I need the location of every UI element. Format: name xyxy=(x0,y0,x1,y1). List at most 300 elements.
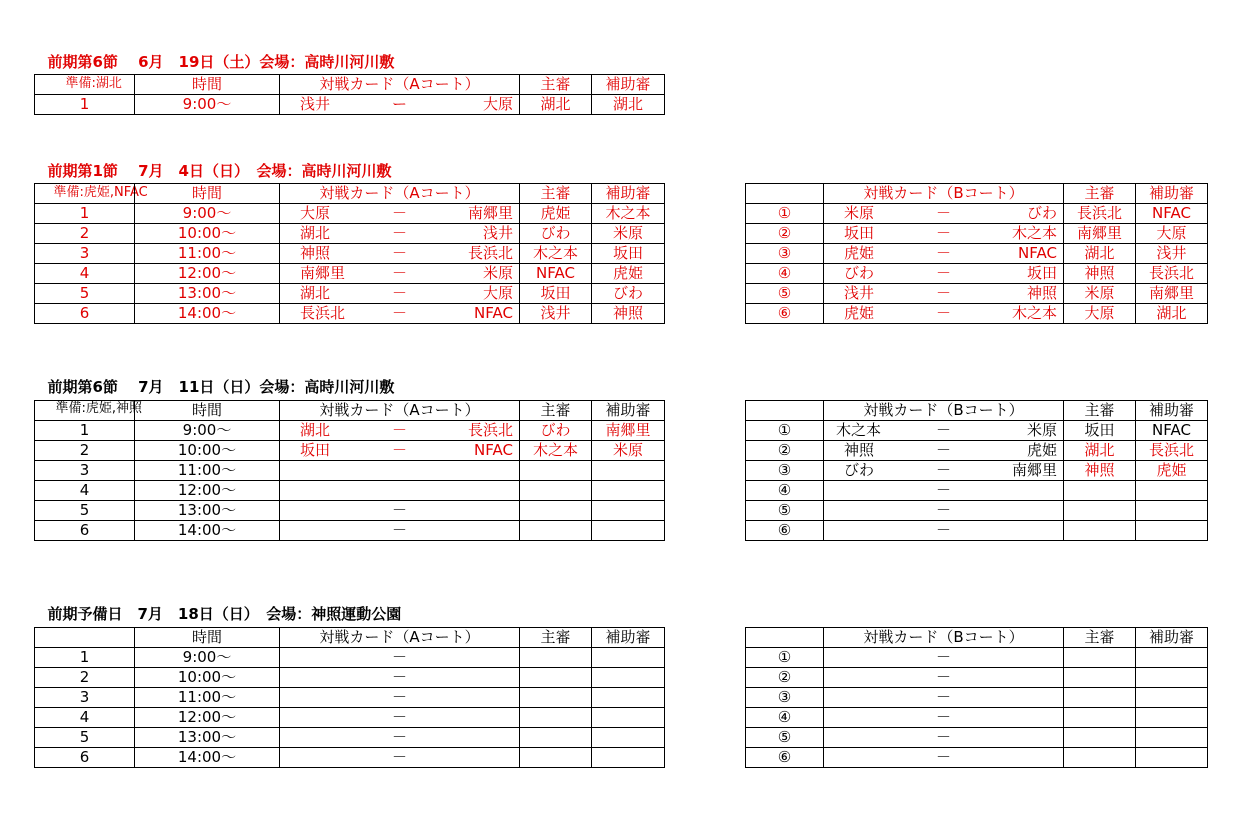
vs-separator: － xyxy=(935,688,951,706)
section-title: 前期第6節 6月 19日（土）会場：高時川河川敷 xyxy=(47,53,395,71)
match-no: ⑥ xyxy=(746,748,824,768)
match-time: 14:00～ xyxy=(135,304,280,324)
match-no: 4 xyxy=(35,708,135,728)
referee xyxy=(520,501,592,521)
away-team: 大原 xyxy=(482,95,513,113)
assistant-referee xyxy=(1136,748,1208,768)
header-no xyxy=(35,628,135,648)
header-referee: 主審 xyxy=(520,75,592,95)
match-time: 9:00～ xyxy=(135,204,280,224)
match-no: 5 xyxy=(35,284,135,304)
table-row xyxy=(35,481,665,501)
referee xyxy=(1064,688,1136,708)
referee: 坂田 xyxy=(520,284,592,304)
section-1-a-court-table xyxy=(34,74,665,115)
match-card xyxy=(280,648,520,668)
header-assistant: 補助審 xyxy=(592,184,665,204)
match-card xyxy=(824,284,1064,304)
header-referee: 主審 xyxy=(520,628,592,648)
home-team: 湖北 xyxy=(300,224,331,242)
match-card xyxy=(280,481,520,501)
header-time: 時間 xyxy=(135,184,280,204)
vs-separator: － xyxy=(391,284,407,302)
table-row xyxy=(35,204,665,224)
table-row xyxy=(746,421,1208,441)
assistant-referee: 神照 xyxy=(592,304,665,324)
match-time: 12:00～ xyxy=(135,481,280,501)
home-team: 湖北 xyxy=(300,421,331,439)
table-row xyxy=(35,688,665,708)
referee xyxy=(520,748,592,768)
match-card xyxy=(824,748,1064,768)
referee: NFAC xyxy=(520,264,592,284)
home-team: びわ xyxy=(844,264,875,282)
match-no: 2 xyxy=(35,441,135,461)
match-card xyxy=(824,648,1064,668)
match-time: 9:00～ xyxy=(135,95,280,115)
home-team xyxy=(826,648,920,667)
home-team xyxy=(826,708,920,727)
table-row xyxy=(35,244,665,264)
away-team xyxy=(967,648,1061,667)
match-card xyxy=(824,728,1064,748)
match-card xyxy=(280,748,520,768)
home-team: 浅井 xyxy=(300,95,331,113)
away-team xyxy=(967,728,1061,747)
table-header-row xyxy=(746,628,1208,648)
match-time: 9:00～ xyxy=(135,421,280,441)
match-card xyxy=(280,284,520,304)
match-time: 13:00～ xyxy=(135,501,280,521)
header-match: 対戦カード（Aコート） xyxy=(280,401,520,421)
vs-separator: － xyxy=(391,748,407,766)
match-no: ③ xyxy=(746,461,824,481)
away-team xyxy=(967,501,1061,520)
match-card xyxy=(824,501,1064,521)
assistant-referee: 木之本 xyxy=(592,204,665,224)
vs-separator: － xyxy=(391,304,407,322)
table-row xyxy=(35,728,665,748)
header-no xyxy=(746,401,824,421)
home-team xyxy=(826,748,920,767)
home-team: 坂田 xyxy=(844,224,875,242)
referee: 虎姫 xyxy=(520,204,592,224)
vs-separator: － xyxy=(935,304,951,322)
table-row xyxy=(746,204,1208,224)
header-match: 対戦カード（Bコート） xyxy=(824,401,1064,421)
header-referee: 主審 xyxy=(520,184,592,204)
header-match: 対戦カード（Aコート） xyxy=(280,75,520,95)
match-card xyxy=(824,441,1064,461)
assistant-referee: NFAC xyxy=(1136,421,1208,441)
away-team: 木之本 xyxy=(1011,224,1057,242)
away-team: 坂田 xyxy=(1026,264,1057,282)
table-row xyxy=(746,304,1208,324)
match-no: 5 xyxy=(35,501,135,521)
match-no: ① xyxy=(746,648,824,668)
referee: 木之本 xyxy=(520,441,592,461)
section-title: 前期第1節 7月 4日（日） 会場：高時川河川敷 xyxy=(47,162,392,180)
header-referee: 主審 xyxy=(1064,184,1136,204)
home-team xyxy=(282,481,376,500)
match-card xyxy=(824,264,1064,284)
table-row xyxy=(35,95,665,115)
away-team: 南郷里 xyxy=(1011,461,1057,479)
referee: 湖北 xyxy=(1064,244,1136,264)
match-no: ⑤ xyxy=(746,728,824,748)
table-row xyxy=(746,648,1208,668)
match-no: 6 xyxy=(35,521,135,541)
home-team: 神照 xyxy=(300,244,331,262)
home-team xyxy=(282,461,376,480)
vs-separator: － xyxy=(935,728,951,746)
match-no: ③ xyxy=(746,688,824,708)
table-header-row xyxy=(35,628,665,648)
table-row xyxy=(35,264,665,284)
match-card xyxy=(280,244,520,264)
match-card xyxy=(824,688,1064,708)
away-team xyxy=(967,481,1061,500)
table-row xyxy=(746,668,1208,688)
match-card xyxy=(280,264,520,284)
away-team xyxy=(423,728,517,747)
assistant-referee xyxy=(1136,668,1208,688)
vs-separator xyxy=(376,481,423,500)
assistant-referee xyxy=(1136,481,1208,501)
table-row xyxy=(746,461,1208,481)
referee: 湖北 xyxy=(520,95,592,115)
table-header-row xyxy=(35,184,665,204)
vs-separator: － xyxy=(935,284,951,302)
match-no: 5 xyxy=(35,728,135,748)
table-row xyxy=(35,648,665,668)
match-time: 11:00～ xyxy=(135,461,280,481)
section-note: 準備:湖北 xyxy=(65,76,122,91)
away-team xyxy=(967,708,1061,727)
table-header-row xyxy=(746,184,1208,204)
assistant-referee xyxy=(1136,648,1208,668)
header-referee: 主審 xyxy=(1064,401,1136,421)
match-card xyxy=(280,708,520,728)
table-row xyxy=(35,521,665,541)
match-no: 4 xyxy=(35,264,135,284)
vs-separator: － xyxy=(391,224,407,242)
referee xyxy=(520,461,592,481)
vs-separator: － xyxy=(935,224,951,242)
referee xyxy=(1064,501,1136,521)
match-time: 10:00～ xyxy=(135,668,280,688)
vs-separator: － xyxy=(935,501,951,519)
referee: 坂田 xyxy=(1064,421,1136,441)
match-no: ② xyxy=(746,224,824,244)
header-no xyxy=(35,401,135,421)
header-time: 時間 xyxy=(135,628,280,648)
referee xyxy=(1064,481,1136,501)
match-no: ⑤ xyxy=(746,284,824,304)
match-no: ④ xyxy=(746,481,824,501)
referee: びわ xyxy=(520,421,592,441)
table-row xyxy=(746,481,1208,501)
home-team xyxy=(826,728,920,747)
assistant-referee: 湖北 xyxy=(1136,304,1208,324)
vs-separator: － xyxy=(391,244,407,262)
home-team xyxy=(282,708,376,727)
referee xyxy=(1064,648,1136,668)
home-team: 木之本 xyxy=(836,421,882,439)
table-row xyxy=(35,668,665,688)
match-no: 6 xyxy=(35,304,135,324)
match-no: 2 xyxy=(35,224,135,244)
home-team: 神照 xyxy=(844,441,875,459)
match-card xyxy=(824,708,1064,728)
match-card xyxy=(280,224,520,244)
match-no: 1 xyxy=(35,421,135,441)
header-no xyxy=(35,75,135,95)
match-time: 13:00～ xyxy=(135,284,280,304)
referee: 米原 xyxy=(1064,284,1136,304)
assistant-referee xyxy=(592,648,665,668)
away-team: 米原 xyxy=(482,264,513,282)
match-no: 2 xyxy=(35,668,135,688)
table-row xyxy=(746,264,1208,284)
match-card xyxy=(824,481,1064,501)
match-no: ④ xyxy=(746,708,824,728)
home-team xyxy=(826,481,920,500)
header-no xyxy=(35,184,135,204)
referee xyxy=(1064,728,1136,748)
away-team xyxy=(423,461,517,480)
assistant-referee xyxy=(592,748,665,768)
vs-separator: － xyxy=(391,264,407,282)
assistant-referee xyxy=(1136,501,1208,521)
section-3-b-court-table xyxy=(745,400,1208,541)
section-title: 前期予備日 7月 18日（日） 会場：神照運動公園 xyxy=(47,605,402,623)
away-team xyxy=(967,521,1061,540)
table-row xyxy=(35,501,665,521)
vs-separator: － xyxy=(935,204,951,222)
section-4-a-court-table xyxy=(34,627,665,768)
assistant-referee xyxy=(1136,708,1208,728)
away-team xyxy=(423,521,517,540)
referee xyxy=(1064,748,1136,768)
table-row xyxy=(746,708,1208,728)
header-no xyxy=(746,628,824,648)
referee xyxy=(1064,668,1136,688)
match-card xyxy=(280,441,520,461)
match-no: 1 xyxy=(35,204,135,224)
table-row xyxy=(35,224,665,244)
assistant-referee: びわ xyxy=(592,284,665,304)
table-row xyxy=(35,421,665,441)
header-assistant: 補助審 xyxy=(1136,628,1208,648)
table-row xyxy=(746,501,1208,521)
match-time: 12:00～ xyxy=(135,264,280,284)
vs-separator: － xyxy=(935,441,951,459)
match-no: 6 xyxy=(35,748,135,768)
referee: 神照 xyxy=(1064,264,1136,284)
section-2-a-court-table xyxy=(34,183,665,324)
vs-separator: － xyxy=(935,244,951,262)
header-assistant: 補助審 xyxy=(1136,401,1208,421)
vs-separator xyxy=(376,461,423,480)
home-team: 虎姫 xyxy=(844,304,875,322)
table-row xyxy=(35,284,665,304)
match-no: 3 xyxy=(35,244,135,264)
section-2-b-court-table xyxy=(745,183,1208,324)
assistant-referee xyxy=(592,708,665,728)
match-no: ③ xyxy=(746,244,824,264)
match-no: ② xyxy=(746,668,824,688)
assistant-referee xyxy=(592,728,665,748)
match-no: 1 xyxy=(35,648,135,668)
away-team xyxy=(967,748,1061,767)
home-team xyxy=(826,688,920,707)
match-time: 14:00～ xyxy=(135,748,280,768)
match-no: ① xyxy=(746,204,824,224)
away-team xyxy=(967,668,1061,687)
assistant-referee xyxy=(592,461,665,481)
referee xyxy=(520,728,592,748)
table-row xyxy=(746,748,1208,768)
match-no: 3 xyxy=(35,688,135,708)
match-no: ④ xyxy=(746,264,824,284)
vs-separator: － xyxy=(391,708,407,726)
table-row xyxy=(35,708,665,728)
vs-separator: － xyxy=(935,668,951,686)
away-team: 長浜北 xyxy=(467,244,513,262)
away-team: 南郷里 xyxy=(467,204,513,222)
match-no: ⑥ xyxy=(746,304,824,324)
home-team: 米原 xyxy=(844,204,875,222)
referee xyxy=(520,521,592,541)
vs-separator: － xyxy=(935,264,951,282)
match-no: ① xyxy=(746,421,824,441)
match-time: 10:00～ xyxy=(135,224,280,244)
assistant-referee: 虎姫 xyxy=(1136,461,1208,481)
referee xyxy=(520,708,592,728)
away-team: 木之本 xyxy=(1011,304,1057,322)
vs-separator: － xyxy=(391,668,407,686)
table-header-row xyxy=(746,401,1208,421)
home-team xyxy=(282,648,376,667)
table-row xyxy=(746,284,1208,304)
home-team: 坂田 xyxy=(300,441,331,459)
referee: 木之本 xyxy=(520,244,592,264)
home-team xyxy=(282,501,376,520)
section-note: 準備:虎姫,NFAC xyxy=(53,185,148,200)
assistant-referee: NFAC xyxy=(1136,204,1208,224)
section-title: 前期第6節 7月 11日（日）会場：高時川河川敷 xyxy=(47,378,395,396)
away-team xyxy=(423,708,517,727)
match-no: 1 xyxy=(35,95,135,115)
away-team xyxy=(423,688,517,707)
home-team xyxy=(282,728,376,747)
match-card xyxy=(280,668,520,688)
away-team xyxy=(423,748,517,767)
match-card xyxy=(280,95,520,115)
assistant-referee: 坂田 xyxy=(592,244,665,264)
home-team xyxy=(282,688,376,707)
vs-separator: － xyxy=(935,708,951,726)
away-team xyxy=(423,648,517,667)
assistant-referee xyxy=(592,521,665,541)
vs-separator: － xyxy=(391,501,407,519)
away-team: 長浜北 xyxy=(467,421,513,439)
assistant-referee xyxy=(1136,728,1208,748)
match-no: 3 xyxy=(35,461,135,481)
home-team: 虎姫 xyxy=(844,244,875,262)
home-team xyxy=(826,521,920,540)
assistant-referee: 長浜北 xyxy=(1136,441,1208,461)
assistant-referee xyxy=(592,668,665,688)
referee xyxy=(520,688,592,708)
vs-separator: － xyxy=(391,441,407,459)
away-team: 大原 xyxy=(482,284,513,302)
match-card xyxy=(824,668,1064,688)
header-assistant: 補助審 xyxy=(592,75,665,95)
match-card xyxy=(280,688,520,708)
home-team xyxy=(826,501,920,520)
referee xyxy=(520,648,592,668)
header-match: 対戦カード（Aコート） xyxy=(280,628,520,648)
assistant-referee xyxy=(592,688,665,708)
vs-separator: － xyxy=(391,521,407,539)
match-time: 11:00～ xyxy=(135,244,280,264)
table-row xyxy=(746,688,1208,708)
match-time: 14:00～ xyxy=(135,521,280,541)
away-team: NFAC xyxy=(474,304,513,322)
assistant-referee: 虎姫 xyxy=(592,264,665,284)
away-team: NFAC xyxy=(1018,244,1057,262)
table-row xyxy=(746,244,1208,264)
away-team: びわ xyxy=(1026,204,1057,222)
assistant-referee: 米原 xyxy=(592,441,665,461)
away-team: 米原 xyxy=(1026,421,1057,439)
referee: 神照 xyxy=(1064,461,1136,481)
home-team: びわ xyxy=(844,461,875,479)
table-header-row xyxy=(35,401,665,421)
match-card xyxy=(280,521,520,541)
section-3-a-court-table xyxy=(34,400,665,541)
match-time: 12:00～ xyxy=(135,708,280,728)
vs-separator: － xyxy=(391,688,407,706)
table-row xyxy=(746,521,1208,541)
match-time: 11:00～ xyxy=(135,688,280,708)
home-team xyxy=(282,668,376,687)
assistant-referee xyxy=(1136,521,1208,541)
vs-separator: － xyxy=(391,648,407,666)
away-team: NFAC xyxy=(474,441,513,459)
table-row xyxy=(35,304,665,324)
match-time: 13:00～ xyxy=(135,728,280,748)
match-card xyxy=(824,521,1064,541)
header-assistant: 補助審 xyxy=(592,401,665,421)
table-row xyxy=(746,441,1208,461)
header-time: 時間 xyxy=(135,75,280,95)
table-header-row xyxy=(35,75,665,95)
match-card xyxy=(824,421,1064,441)
vs-separator: － xyxy=(935,481,951,499)
vs-separator: － xyxy=(935,748,951,766)
vs-separator: － xyxy=(391,728,407,746)
assistant-referee: 大原 xyxy=(1136,224,1208,244)
referee: 大原 xyxy=(1064,304,1136,324)
home-team: 長浜北 xyxy=(300,304,346,322)
header-match: 対戦カード（Bコート） xyxy=(824,184,1064,204)
assistant-referee xyxy=(1136,688,1208,708)
header-time: 時間 xyxy=(135,401,280,421)
vs-separator: － xyxy=(935,461,951,479)
